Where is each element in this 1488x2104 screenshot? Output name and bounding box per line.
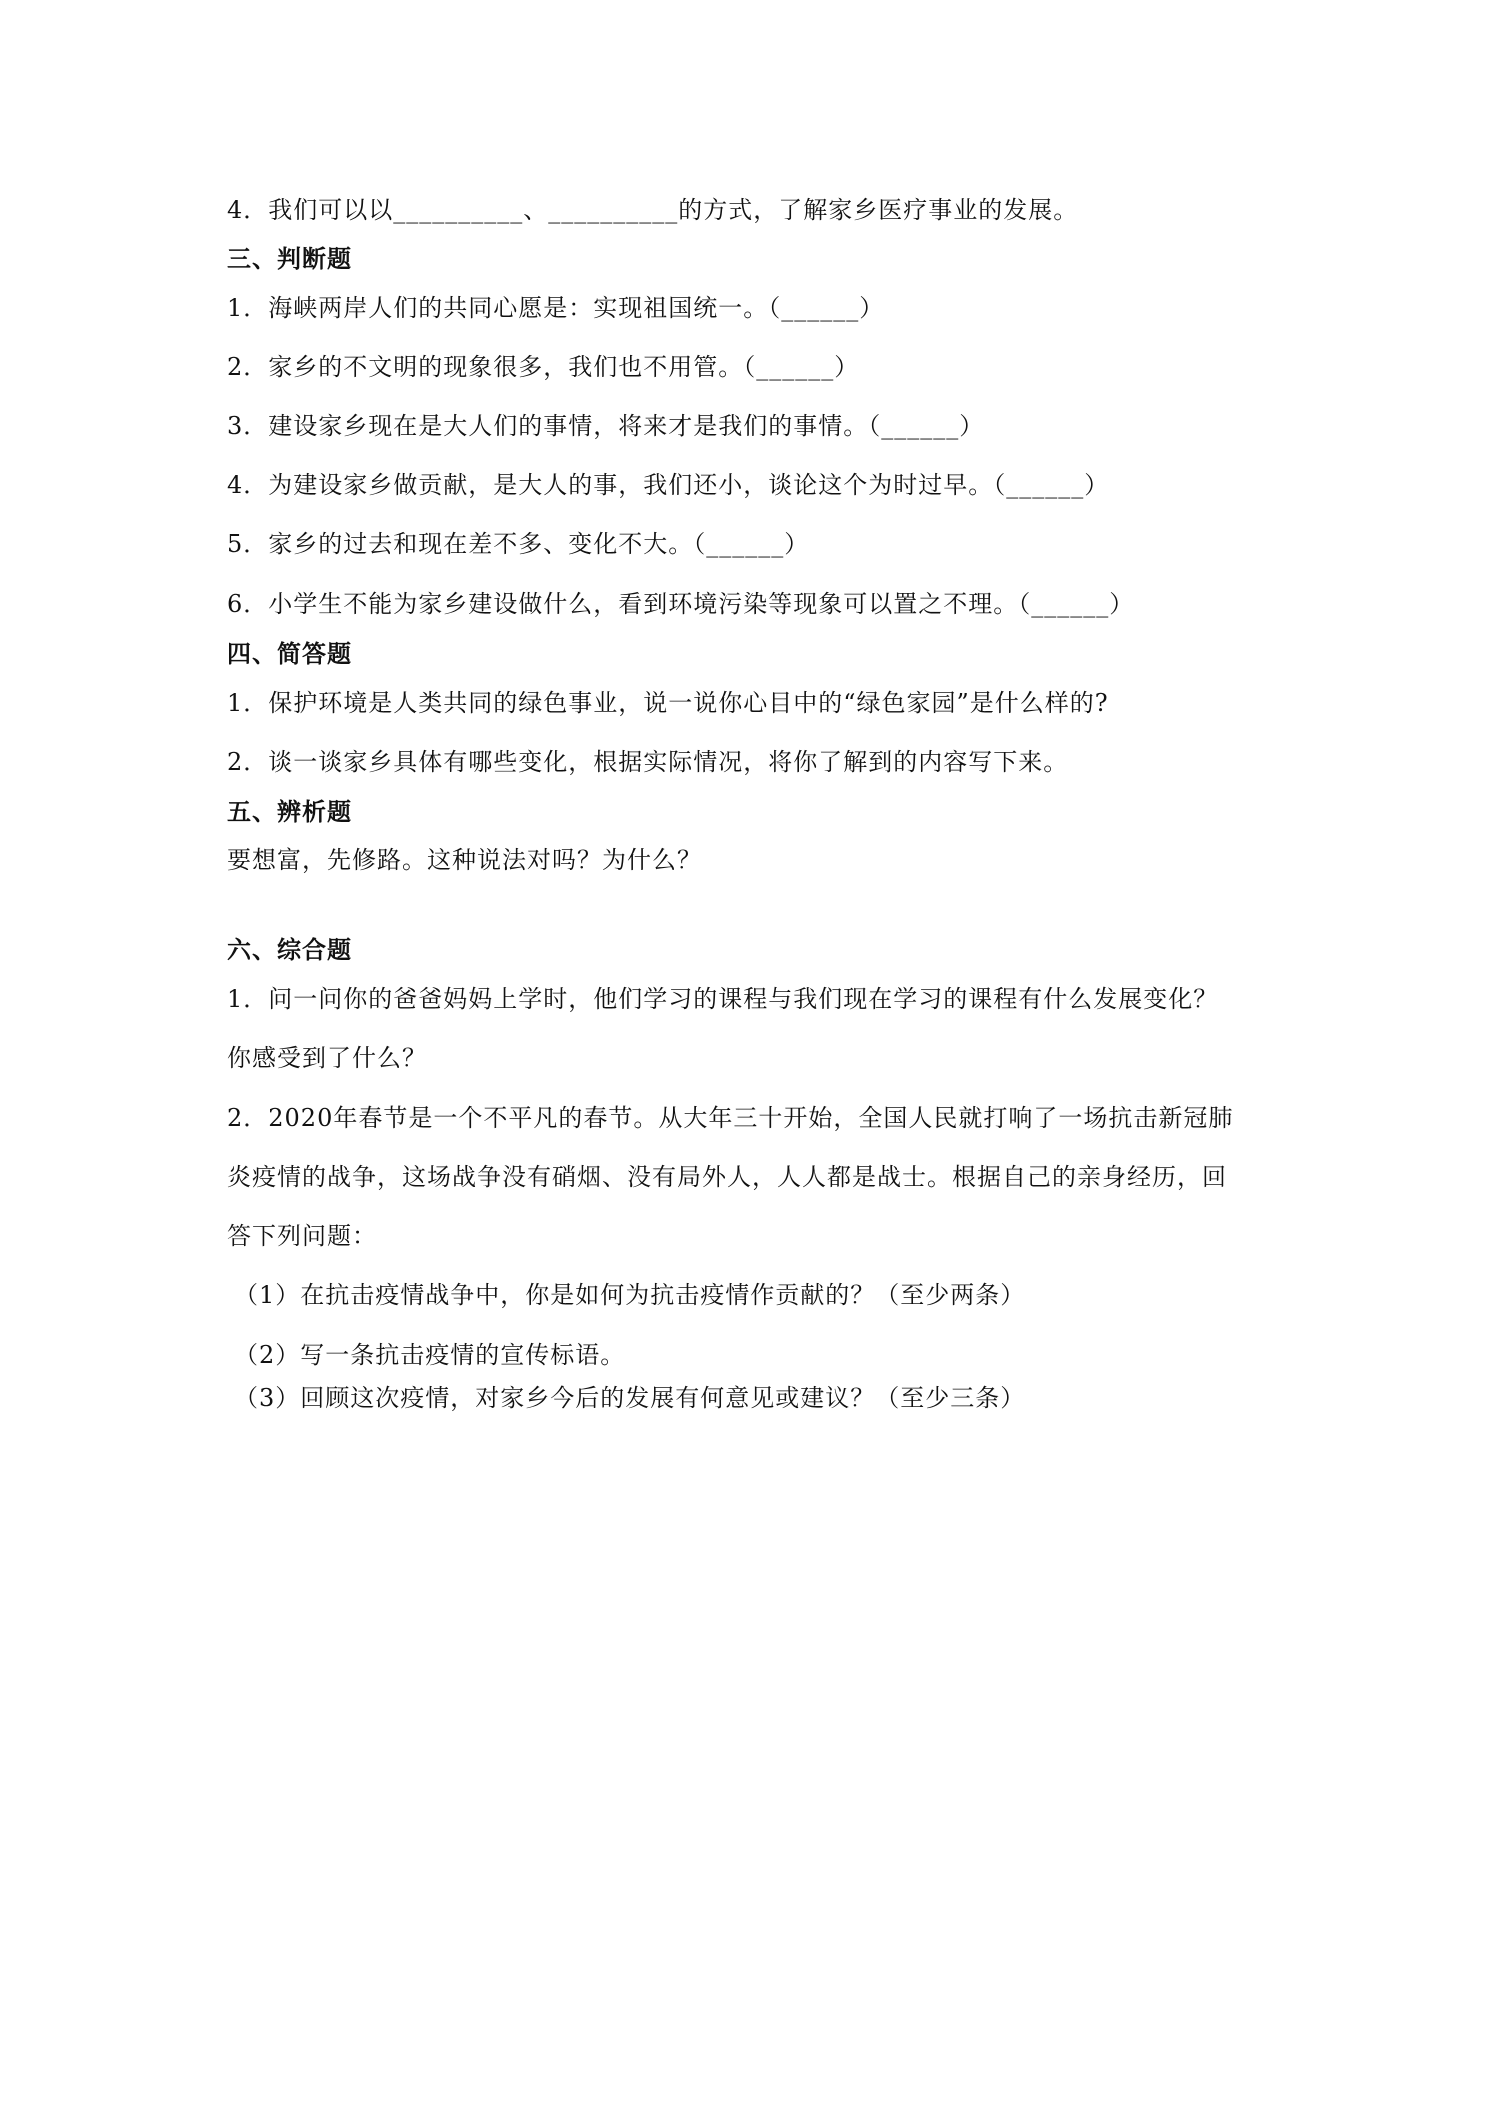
comprehensive-question-2-line-3: 答下列问题： bbox=[227, 1222, 377, 1250]
judgment-question-1: 1．海峡两岸人们的共同心愿是：实现祖国统一。（______） bbox=[227, 294, 885, 322]
comprehensive-question-2-line-1: 2．2020年春节是一个不平凡的春节。从大年三十开始，全国人民就打响了一场抗击新冠肺 bbox=[227, 1104, 1234, 1132]
judgment-question-4: 4．为建设家乡做贡献，是大人的事，我们还小，谈论这个为时过早。（______） bbox=[227, 471, 1110, 499]
fill-blank-question-4: 4．我们可以以__________、__________的方式，了解家乡医疗事业的发展。 bbox=[227, 196, 1079, 224]
analysis-question: 要想富，先修路。这种说法对吗？为什么？ bbox=[227, 846, 702, 874]
section-5-heading: 五、辨析题 bbox=[227, 798, 352, 826]
sub-question-2: （2）写一条抗击疫情的宣传标语。 bbox=[234, 1341, 626, 1369]
comprehensive-question-1-line-1: 1．问一问你的爸爸妈妈上学时，他们学习的课程与我们现在学习的课程有什么发展变化？ bbox=[227, 985, 1219, 1013]
sub-question-3: （3）回顾这次疫情，对家乡今后的发展有何意见或建议？（至少三条） bbox=[234, 1384, 1026, 1412]
section-6-heading: 六、综合题 bbox=[227, 936, 352, 964]
judgment-question-3: 3．建设家乡现在是大人们的事情，将来才是我们的事情。（______） bbox=[227, 412, 985, 440]
sub-question-1: （1）在抗击疫情战争中，你是如何为抗击疫情作贡献的？（至少两条） bbox=[234, 1281, 1026, 1309]
section-4-heading: 四、简答题 bbox=[227, 640, 352, 668]
short-answer-question-1: 1．保护环境是人类共同的绿色事业，说一说你心目中的“绿色家园”是什么样的? bbox=[227, 689, 1109, 717]
judgment-question-6: 6．小学生不能为家乡建设做什么，看到环境污染等现象可以置之不理。（______） bbox=[227, 590, 1135, 618]
short-answer-question-2: 2．谈一谈家乡具体有哪些变化，根据实际情况，将你了解到的内容写下来。 bbox=[227, 748, 1069, 776]
comprehensive-question-1-line-2: 你感受到了什么？ bbox=[227, 1044, 427, 1072]
comprehensive-question-2-line-2: 炎疫情的战争，这场战争没有硝烟、没有局外人，人人都是战士。根据自己的亲身经历，回 bbox=[227, 1163, 1227, 1191]
judgment-question-2: 2．家乡的不文明的现象很多，我们也不用管。（______） bbox=[227, 353, 860, 381]
judgment-question-5: 5．家乡的过去和现在差不多、变化不大。（______） bbox=[227, 530, 810, 558]
section-3-heading: 三、判断题 bbox=[227, 245, 352, 273]
